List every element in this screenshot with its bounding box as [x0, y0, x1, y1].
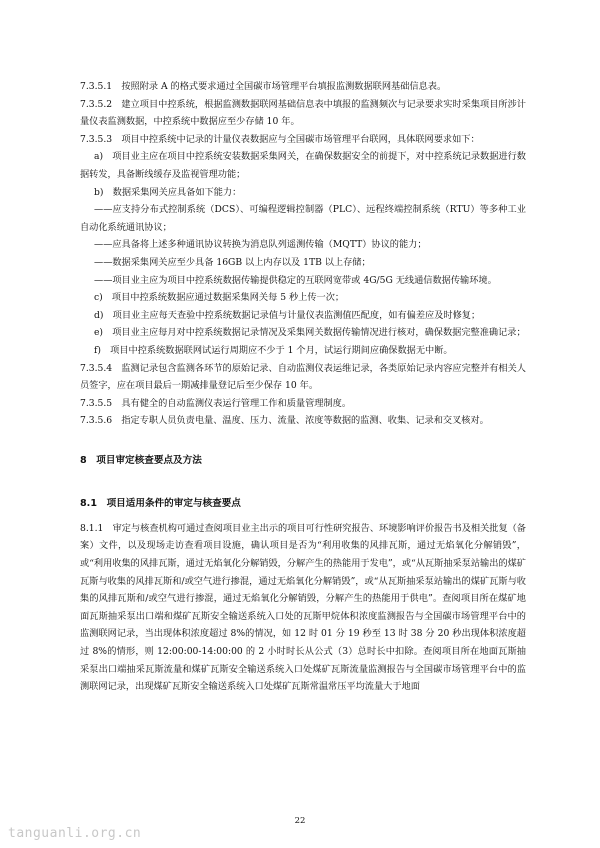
section-8-1-heading: 8.1 项目适用条件的审定与核查要点	[80, 497, 241, 509]
clause-8-1-1: 8.1.1 审定与核查机构可通过查阅项目业主出示的项目可行性研究报告、环境影响评价报告书及相关批复（备案）文件，以及现场走访查看项目设施，确认项目是否为“利用收集的风排瓦斯，通过无焰氧化分解销毁”，或“利用收集的风排瓦斯，通过无焰氧化分解销毁，分解产生的热能用于发电”，或“从瓦斯抽采泵站输出的煤矿瓦斯与收集的风排瓦斯和/或空气进行掺混，通过无焰氧化分解销毁”，或“从瓦斯抽采泵站输出的煤矿瓦斯与收集的风排瓦斯和/或空气进行掺混，通过无焰氧化分解销毁，分解产生的热能用于供电”。查阅项目所在煤矿地面瓦斯抽采泵出口端和煤矿瓦斯安全输送系统入口处的瓦斯甲烷体积浓度监测报告与全国碳市场管理平台中的监测联网记录，当出现体积浓度超过 8%的情况，如 12 时 01 分 19 秒至 13 时 38 分 20 秒出现体积浓度超过 8%的情形，则 12:00:00-14:00:00 的 2 小时时长从公式（3）总时长中扣除。查阅项目所在地面瓦斯抽采泵出口端抽采瓦斯流量和煤矿瓦斯安全输送系统入口处煤矿瓦斯流量监测报告与全国碳市场管理平台中的监测联网记录，出现煤矿瓦斯安全输送系统入口处煤矿瓦斯常温常压平均流量大于地面	[80, 522, 526, 693]
item-b-dash-3: ——数据采集网关应至少具备 16GB 以上内存以及 1TB 以上存储；	[94, 256, 371, 268]
item-a: a) 项目业主应在项目中控系统安装数据采集网关，在确保数据安全的前提下，对中控系统记录数据进行数据转发，具备断线缓存及监视管理功能；	[80, 151, 526, 180]
clause-7-3-5-5: 7.3.5.5 具有健全的自动监测仪表运行管理工作和质量管理制度。	[80, 397, 352, 409]
item-c: c) 项目中控系统数据应通过数据采集网关每 5 秒上传一次；	[94, 292, 345, 304]
item-b-dash-1: ——应支持分布式控制系统（DCS）、可编程逻辑控制器（PLC）、远程终端控制系统（RTU）等多种工业自动化系统通讯协议；	[80, 204, 526, 233]
page-content	[80, 78, 526, 696]
section-8-heading: 8 项目审定核查要点及方法	[80, 454, 202, 466]
page-number: 22	[294, 816, 306, 826]
clause-7-3-5-2: 7.3.5.2 建立项目中控系统，根据监测数据联网基础信息表中填报的监测频次与记录要求实时采集项目所涉计量仪表监测数据，中控系统中数据应至少存储 10 年。	[80, 98, 526, 128]
clause-7-3-5-4: 7.3.5.4 监测记录包含监测各环节的原始记录、自动监测仪表运维记录，各类原始记录内容应完整并有相关人员签字，应在项目最后一期减排量登记后至少保存 10 年。	[80, 362, 526, 392]
watermark: tanguanli.org.cn	[8, 826, 142, 841]
item-b-dash-2: ——应具备将上述多种通讯协议转换为消息队列遥测传输（MQTT）协议的能力；	[94, 239, 427, 251]
clause-7-3-5-1: 7.3.5.1 按照附录 A 的格式要求通过全国碳市场管理平台填报监测数据联网基础信息表。	[80, 81, 447, 92]
item-d: d) 项目业主应每天查验中控系统数据记录值与计量仪表监测值匹配度，如有偏差应及时修复；	[94, 309, 481, 321]
clause-7-3-5-3: 7.3.5.3 项目中控系统中记录的计量仪表数据应与全国碳市场管理平台联网，具体联网要求如下：	[80, 133, 480, 145]
clause-7-3-5-6: 7.3.5.6 指定专职人员负责电量、温度、压力、流量、浓度等数据的监测、收集、记录和交叉核对。	[80, 415, 489, 427]
item-e: e) 项目业主应每月对中控系统数据记录情况及采集网关数据传输情况进行核对，确保数据完整准确记录；	[94, 327, 526, 339]
item-b-dash-4: ——项目业主应为项目中控系统数据传输提供稳定的互联网宽带或 4G/5G 无线通信数据传输环境。	[94, 274, 497, 286]
item-b: b) 数据采集网关应具备如下能力：	[94, 186, 242, 198]
item-f: f) 项目中控系统数据联网试运行周期应不少于 1 个月，试运行期间应确保数据无中断。	[94, 344, 453, 356]
